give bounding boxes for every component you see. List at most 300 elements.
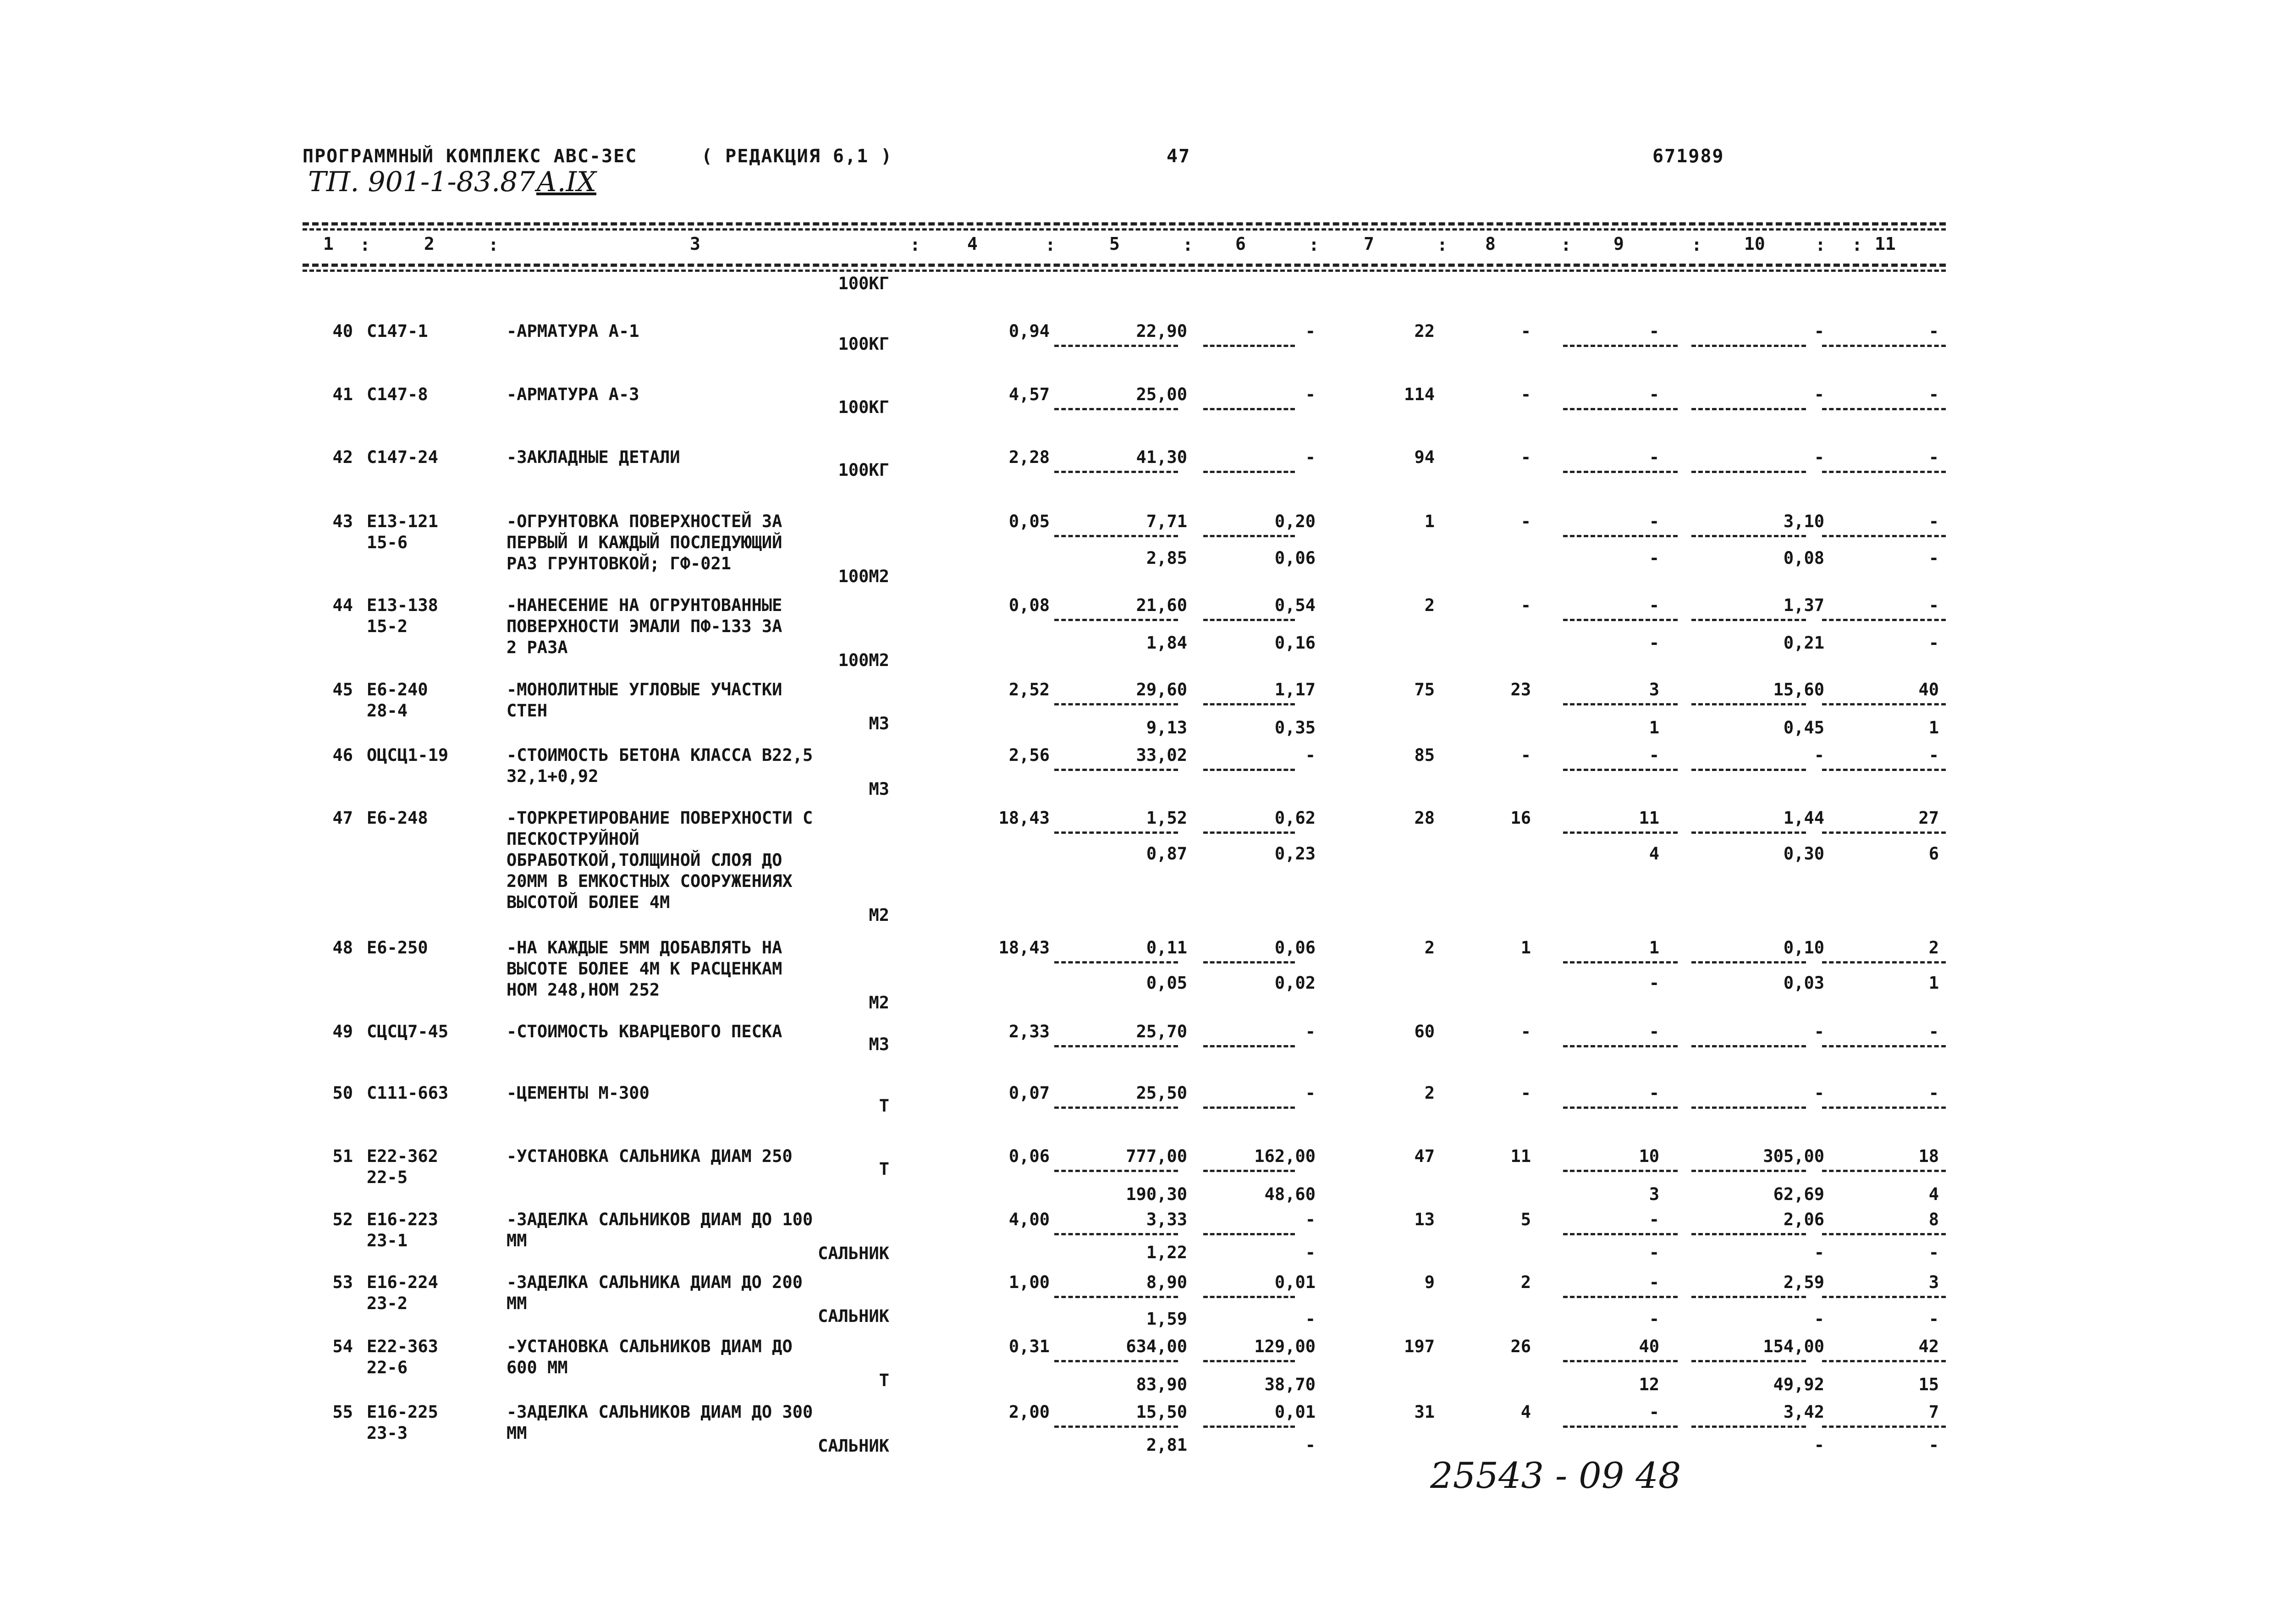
unit-of-measure: 100КГ [838, 334, 889, 354]
unit-of-measure: САЛЬНИК [818, 1306, 889, 1326]
cell-divider-line [1822, 1045, 1946, 1047]
c11-value-top: - [1928, 745, 1939, 765]
col8-value: - [1520, 512, 1531, 531]
unit-of-measure: Т [879, 1371, 889, 1390]
c6-value-bottom: - [1305, 1309, 1316, 1329]
quantity: 4,00 [1008, 1210, 1050, 1229]
cell-divider-line [1822, 345, 1946, 347]
quantity: 0,06 [1008, 1146, 1050, 1166]
c11-value-bottom: 15 [1918, 1375, 1939, 1394]
c10-value-top: - [1814, 1083, 1824, 1103]
quantity: 0,94 [1008, 321, 1050, 341]
row-number: 41 [332, 385, 353, 404]
column-header-11: 11 [1875, 234, 1896, 254]
col8-value: - [1520, 1022, 1531, 1041]
c10-value-top: 2,59 [1783, 1272, 1824, 1292]
cell-divider-line [1203, 1426, 1295, 1428]
col7-value: 1 [1424, 512, 1435, 531]
cell-divider-line [1691, 1107, 1806, 1109]
rate-code: 22-5 [367, 1167, 408, 1187]
c11-value-top: 40 [1918, 680, 1939, 699]
cell-divider-line [1563, 703, 1678, 705]
cell-divider-line [1203, 961, 1295, 963]
edition-label: ( РЕДАКЦИЯ 6,1 ) [701, 146, 893, 167]
cell-divider-line [1822, 619, 1946, 621]
c6-value-top: 0,06 [1274, 938, 1316, 958]
cell-divider-line [1563, 769, 1678, 771]
c11-value-top: 8 [1928, 1210, 1939, 1229]
col8-value: - [1520, 447, 1531, 467]
c9-value-bottom: 4 [1649, 844, 1659, 864]
cell-divider-line [1203, 1233, 1295, 1235]
c9-value-bottom: 3 [1649, 1184, 1659, 1204]
rate-code: Е16-225 [367, 1402, 438, 1422]
unit-of-measure: Т [879, 1159, 889, 1179]
c6-value-bottom: 0,23 [1274, 844, 1316, 864]
col7-value: 28 [1414, 808, 1435, 828]
c11-value-top: - [1928, 1022, 1939, 1041]
c6-value-bottom: 0,16 [1274, 633, 1316, 653]
c9-value-top: 1 [1649, 938, 1659, 958]
cell-divider-line [1054, 471, 1178, 473]
c9-value-bottom: 1 [1649, 718, 1659, 738]
row-number: 42 [332, 447, 353, 467]
work-description: -ЗАДЕЛКА САЛЬНИКА ДИАМ ДО 200 [507, 1272, 803, 1292]
c5-value-top: 29,60 [1136, 680, 1187, 699]
c10-value-bottom: - [1814, 1243, 1824, 1262]
rate-code: Е6-250 [367, 938, 428, 958]
rate-code: 23-2 [367, 1294, 408, 1313]
cell-divider-line [1203, 703, 1295, 705]
c6-value-top: - [1305, 385, 1316, 404]
c9-value-top: - [1649, 447, 1659, 467]
unit-of-measure: М2 [869, 993, 889, 1013]
c6-value-top: 0,01 [1274, 1272, 1316, 1292]
c10-value-top: 3,10 [1783, 512, 1824, 531]
col8-value: - [1520, 745, 1531, 765]
work-description: -НАНЕСЕНИЕ НА ОГРУНТОВАННЫЕ [507, 595, 782, 615]
cell-divider-line [1691, 345, 1806, 347]
work-description: ВЫСОТЕ БОЛЕЕ 4М К РАСЦЕНКАМ [507, 959, 782, 979]
c9-value-bottom: - [1649, 633, 1659, 653]
quantity: 18,43 [998, 808, 1050, 828]
cell-divider-line [1203, 471, 1295, 473]
cell-divider-line [1054, 703, 1178, 705]
work-description: ПЕСКОСТРУЙНОЙ [507, 829, 639, 849]
cell-divider-line [1691, 1170, 1806, 1172]
c11-value-bottom: 1 [1928, 973, 1939, 993]
table-header-rule [303, 264, 1946, 267]
c11-value-top: 18 [1918, 1146, 1939, 1166]
col7-value: 9 [1424, 1272, 1435, 1292]
c5-value-top: 22,90 [1136, 321, 1187, 341]
column-header-9: 9 [1613, 234, 1624, 254]
row-number: 49 [332, 1022, 353, 1041]
unit-of-measure: 100М2 [838, 650, 889, 670]
project-number: ТП. 901-1-83.87 [308, 166, 535, 198]
column-separator: : [1852, 235, 1862, 255]
cell-divider-line [1054, 408, 1178, 410]
quantity: 1,00 [1008, 1272, 1050, 1292]
col8-value: - [1520, 385, 1531, 404]
column-separator: : [360, 235, 370, 255]
unit-of-measure: Т [879, 1096, 889, 1116]
c10-value-top: 15,60 [1773, 680, 1824, 699]
c10-value-top: 1,44 [1783, 808, 1824, 828]
c9-value-bottom: - [1649, 548, 1659, 568]
rate-code: 15-6 [367, 533, 408, 552]
work-description: 32,1+0,92 [507, 766, 599, 786]
cell-divider-line [1691, 408, 1806, 410]
cell-divider-line [1054, 1233, 1178, 1235]
c9-value-top: - [1649, 512, 1659, 531]
row-number: 51 [332, 1146, 353, 1166]
page-number: 47 [1167, 146, 1191, 167]
quantity: 18,43 [998, 938, 1050, 958]
work-description: 2 РАЗА [507, 638, 568, 657]
c6-value-top: 0,54 [1274, 595, 1316, 615]
c9-value-bottom: 12 [1639, 1375, 1659, 1394]
c5-value-top: 33,02 [1136, 745, 1187, 765]
row-number: 48 [332, 938, 353, 958]
cell-divider-line [1563, 408, 1678, 410]
cell-divider-line [1054, 1107, 1178, 1109]
c9-value-top: - [1649, 1272, 1659, 1292]
cell-divider-line [1563, 1170, 1678, 1172]
c6-value-top: 0,20 [1274, 512, 1316, 531]
quantity: 2,33 [1008, 1022, 1050, 1041]
column-separator: : [1309, 235, 1319, 255]
cell-divider-line [1822, 1233, 1946, 1235]
c10-value-top: 2,06 [1783, 1210, 1824, 1229]
album-number: А.IX [536, 166, 596, 198]
row-number: 44 [332, 595, 353, 615]
cell-divider-line [1054, 1360, 1178, 1362]
work-description: 600 ММ [507, 1358, 568, 1377]
work-description: -ЗАКЛАДНЫЕ ДЕТАЛИ [507, 447, 680, 467]
work-description: ММ [507, 1231, 527, 1250]
c10-value-top: 305,00 [1763, 1146, 1824, 1166]
quantity: 2,56 [1008, 745, 1050, 765]
c5-value-top: 8,90 [1146, 1272, 1187, 1292]
col7-value: 114 [1404, 385, 1435, 404]
column-separator: : [488, 235, 499, 255]
cell-divider-line [1563, 961, 1678, 963]
c6-value-bottom: 0,35 [1274, 718, 1316, 738]
work-description: -АРМАТУРА А-3 [507, 385, 639, 404]
c10-value-bottom: - [1814, 1435, 1824, 1455]
handwritten-footer: 25543 - 09 48 [1430, 1455, 1681, 1497]
c5-value-bottom: 1,22 [1146, 1243, 1187, 1262]
cell-divider-line [1822, 703, 1946, 705]
c11-value-top: - [1928, 1083, 1939, 1103]
c5-value-top: 7,71 [1146, 512, 1187, 531]
cell-divider-line [1203, 535, 1295, 537]
quantity: 2,28 [1008, 447, 1050, 467]
row-number: 40 [332, 321, 353, 341]
c9-value-bottom: - [1649, 1309, 1659, 1329]
c9-value-top: - [1649, 1083, 1659, 1103]
col8-value: 23 [1510, 680, 1531, 699]
c9-value-top: - [1649, 595, 1659, 615]
c5-value-bottom: 2,85 [1146, 548, 1187, 568]
work-description: -ОГРУНТОВКА ПОВЕРХНОСТЕЙ ЗА [507, 512, 782, 531]
c11-value-bottom: - [1928, 633, 1939, 653]
quantity: 0,08 [1008, 595, 1050, 615]
column-separator: : [1437, 235, 1448, 255]
c6-value-bottom: 0,06 [1274, 548, 1316, 568]
work-description: ВЫСОТОЙ БОЛЕЕ 4М [507, 892, 670, 912]
cell-divider-line [1203, 1360, 1295, 1362]
cell-divider-line [1822, 535, 1946, 537]
c6-value-bottom: 48,60 [1264, 1184, 1316, 1204]
work-description: -УСТАНОВКА САЛЬНИКА ДИАМ 250 [507, 1146, 793, 1166]
work-description: ПОВЕРХНОСТИ ЭМАЛИ ПФ-133 ЗА [507, 617, 782, 636]
col8-value: - [1520, 595, 1531, 615]
row-number: 50 [332, 1083, 353, 1103]
cell-divider-line [1822, 1426, 1946, 1428]
work-description: -СТОИМОСТЬ КВАРЦЕВОГО ПЕСКА [507, 1022, 782, 1041]
work-description: НОМ 248,НОМ 252 [507, 980, 660, 1000]
c10-value-top: 0,10 [1783, 938, 1824, 958]
c10-value-top: 3,42 [1783, 1402, 1824, 1422]
col8-value: - [1520, 321, 1531, 341]
column-header-1: 1 [323, 234, 334, 254]
c6-value-top: 129,00 [1254, 1337, 1316, 1356]
c9-value-top: - [1649, 385, 1659, 404]
c6-value-top: - [1305, 321, 1316, 341]
c6-value-top: - [1305, 745, 1316, 765]
quantity: 2,00 [1008, 1402, 1050, 1422]
cell-divider-line [1822, 1296, 1946, 1298]
cell-divider-line [1691, 619, 1806, 621]
c5-value-top: 25,50 [1136, 1083, 1187, 1103]
work-description: -ЗАДЕЛКА САЛЬНИКОВ ДИАМ ДО 300 [507, 1402, 813, 1422]
col8-value: 16 [1510, 808, 1531, 828]
c5-value-top: 25,70 [1136, 1022, 1187, 1041]
quantity: 0,31 [1008, 1337, 1050, 1356]
c9-value-top: 11 [1639, 808, 1659, 828]
c9-value-top: - [1649, 1022, 1659, 1041]
cell-divider-line [1563, 1233, 1678, 1235]
c11-value-bottom: - [1928, 1435, 1939, 1455]
work-description: -УСТАНОВКА САЛЬНИКОВ ДИАМ ДО [507, 1337, 793, 1356]
c9-value-top: - [1649, 745, 1659, 765]
column-header-2: 2 [424, 234, 435, 254]
cell-divider-line [1054, 769, 1178, 771]
c5-value-top: 41,30 [1136, 447, 1187, 467]
rate-code: Е16-223 [367, 1210, 438, 1229]
c5-value-bottom: 83,90 [1136, 1375, 1187, 1394]
rate-code: С147-24 [367, 447, 438, 467]
c11-value-bottom: 6 [1928, 844, 1939, 864]
c11-value-top: - [1928, 595, 1939, 615]
col8-value: 4 [1520, 1402, 1531, 1422]
cell-divider-line [1822, 1170, 1946, 1172]
c6-value-top: - [1305, 1210, 1316, 1229]
c10-value-bottom: 49,92 [1773, 1375, 1824, 1394]
cell-divider-line [1563, 1045, 1678, 1047]
c11-value-top: 27 [1918, 808, 1939, 828]
unit-of-measure: 100КГ [838, 460, 889, 480]
c6-value-top: 0,01 [1274, 1402, 1316, 1422]
c10-value-bottom: 0,45 [1783, 718, 1824, 738]
rate-code: С147-8 [367, 385, 428, 404]
c5-value-bottom: 0,87 [1146, 844, 1187, 864]
c10-value-bottom: 62,69 [1773, 1184, 1824, 1204]
cell-divider-line [1054, 961, 1178, 963]
col7-value: 22 [1414, 321, 1435, 341]
c6-value-top: - [1305, 1083, 1316, 1103]
c9-value-top: - [1649, 1402, 1659, 1422]
c5-value-bottom: 1,84 [1146, 633, 1187, 653]
cell-divider-line [1563, 345, 1678, 347]
column-header-8: 8 [1485, 234, 1496, 254]
c5-value-top: 777,00 [1126, 1146, 1187, 1166]
c10-value-top: - [1814, 385, 1824, 404]
rate-code: 23-3 [367, 1423, 408, 1443]
c10-value-top: - [1814, 745, 1824, 765]
c9-value-bottom: - [1649, 973, 1659, 993]
cell-divider-line [1563, 1426, 1678, 1428]
c10-value-top: - [1814, 1022, 1824, 1041]
unit-of-measure: САЛЬНИК [818, 1436, 889, 1456]
column-separator: : [1561, 235, 1571, 255]
table-top-rule-2 [303, 228, 1946, 231]
c9-value-top: 10 [1639, 1146, 1659, 1166]
cell-divider-line [1691, 831, 1806, 834]
c10-value-top: - [1814, 447, 1824, 467]
col7-value: 13 [1414, 1210, 1435, 1229]
c6-value-top: 1,17 [1274, 680, 1316, 699]
column-header-6: 6 [1235, 234, 1246, 254]
cell-divider-line [1691, 1426, 1806, 1428]
c9-value-bottom: - [1649, 1243, 1659, 1262]
cell-divider-line [1054, 1426, 1178, 1428]
work-description: СТЕН [507, 701, 548, 721]
rate-code: Е16-224 [367, 1272, 438, 1292]
c9-value-top: 3 [1649, 680, 1659, 699]
c11-value-top: - [1928, 512, 1939, 531]
cell-divider-line [1563, 831, 1678, 834]
c10-value-top: 1,37 [1783, 595, 1824, 615]
cell-divider-line [1563, 1107, 1678, 1109]
work-description: ПЕРВЫЙ И КАЖДЫЙ ПОСЛЕДУЮЩИЙ [507, 533, 782, 552]
col8-value: 5 [1520, 1210, 1531, 1229]
cell-divider-line [1203, 1045, 1295, 1047]
rate-code: Е22-363 [367, 1337, 438, 1356]
unit-of-measure: 100М2 [838, 567, 889, 586]
program-title: ПРОГРАММНЫЙ КОМПЛЕКС АВС-3ЕС [303, 146, 638, 167]
c5-value-top: 3,33 [1146, 1210, 1187, 1229]
c6-value-top: 0,62 [1274, 808, 1316, 828]
work-description: -МОНОЛИТНЫЕ УГЛОВЫЕ УЧАСТКИ [507, 680, 782, 699]
rate-code: 23-1 [367, 1231, 408, 1250]
cell-divider-line [1822, 1360, 1946, 1362]
row-number: 43 [332, 512, 353, 531]
col8-value: 1 [1520, 938, 1531, 958]
c11-value-top: - [1928, 385, 1939, 404]
column-separator: : [1045, 235, 1056, 255]
column-separator: : [1691, 235, 1702, 255]
cell-divider-line [1691, 961, 1806, 963]
c10-value-bottom: 0,03 [1783, 973, 1824, 993]
c11-value-top: 7 [1928, 1402, 1939, 1422]
column-separator: : [1183, 235, 1193, 255]
c11-value-bottom: - [1928, 1243, 1939, 1262]
unit-of-measure: М3 [869, 714, 889, 733]
table-header-rule-2 [303, 270, 1946, 272]
c5-value-top: 634,00 [1126, 1337, 1187, 1356]
c6-value-top: - [1305, 1022, 1316, 1041]
c5-value-top: 1,52 [1146, 808, 1187, 828]
unit-of-measure: М3 [869, 779, 889, 799]
c5-value-bottom: 2,81 [1146, 1435, 1187, 1455]
cell-divider-line [1822, 408, 1946, 410]
c6-value-top: 162,00 [1254, 1146, 1316, 1166]
col7-value: 2 [1424, 938, 1435, 958]
cell-divider-line [1054, 831, 1178, 834]
work-description: -ТОРКРЕТИРОВАНИЕ ПОВЕРХНОСТИ С [507, 808, 813, 828]
c5-value-top: 15,50 [1136, 1402, 1187, 1422]
c5-value-bottom: 190,30 [1126, 1184, 1187, 1204]
c5-value-top: 0,11 [1146, 938, 1187, 958]
cell-divider-line [1203, 769, 1295, 771]
cell-divider-line [1822, 769, 1946, 771]
cell-divider-line [1203, 1107, 1295, 1109]
c9-value-top: 40 [1639, 1337, 1659, 1356]
work-description: -ЗАДЕЛКА САЛЬНИКОВ ДИАМ ДО 100 [507, 1210, 813, 1229]
c10-value-bottom: - [1814, 1309, 1824, 1329]
cell-divider-line [1691, 471, 1806, 473]
row-number: 45 [332, 680, 353, 699]
col8-value: 26 [1510, 1337, 1531, 1356]
carryover-unit: 100КГ [838, 274, 889, 293]
col7-value: 75 [1414, 680, 1435, 699]
work-description: -ЦЕМЕНТЫ М-300 [507, 1083, 650, 1103]
col7-value: 2 [1424, 595, 1435, 615]
c5-value-bottom: 1,59 [1146, 1309, 1187, 1329]
cell-divider-line [1203, 831, 1295, 834]
c11-value-bottom: 4 [1928, 1184, 1939, 1204]
c6-value-bottom: 0,02 [1274, 973, 1316, 993]
rate-code: Е13-138 [367, 595, 438, 615]
c9-value-top: - [1649, 1210, 1659, 1229]
column-header-3: 3 [690, 234, 700, 254]
quantity: 2,52 [1008, 680, 1050, 699]
cell-divider-line [1563, 619, 1678, 621]
unit-of-measure: М3 [869, 1035, 889, 1054]
column-header-5: 5 [1109, 234, 1120, 254]
cell-divider-line [1822, 471, 1946, 473]
cell-divider-line [1054, 535, 1178, 537]
rate-code: С111-663 [367, 1083, 449, 1103]
work-description: -НА КАЖДЫЕ 5ММ ДОБАВЛЯТЬ НА [507, 938, 782, 958]
c5-value-top: 21,60 [1136, 595, 1187, 615]
cell-divider-line [1054, 1170, 1178, 1172]
c11-value-top: - [1928, 321, 1939, 341]
col8-value: 11 [1510, 1146, 1531, 1166]
c6-value-bottom: 38,70 [1264, 1375, 1316, 1394]
c10-value-top: 154,00 [1763, 1337, 1824, 1356]
c11-value-bottom: 1 [1928, 718, 1939, 738]
cell-divider-line [1691, 1045, 1806, 1047]
cell-divider-line [1822, 961, 1946, 963]
cell-divider-line [1691, 703, 1806, 705]
rate-code: С147-1 [367, 321, 428, 341]
c11-value-bottom: - [1928, 1309, 1939, 1329]
row-number: 47 [332, 808, 353, 828]
